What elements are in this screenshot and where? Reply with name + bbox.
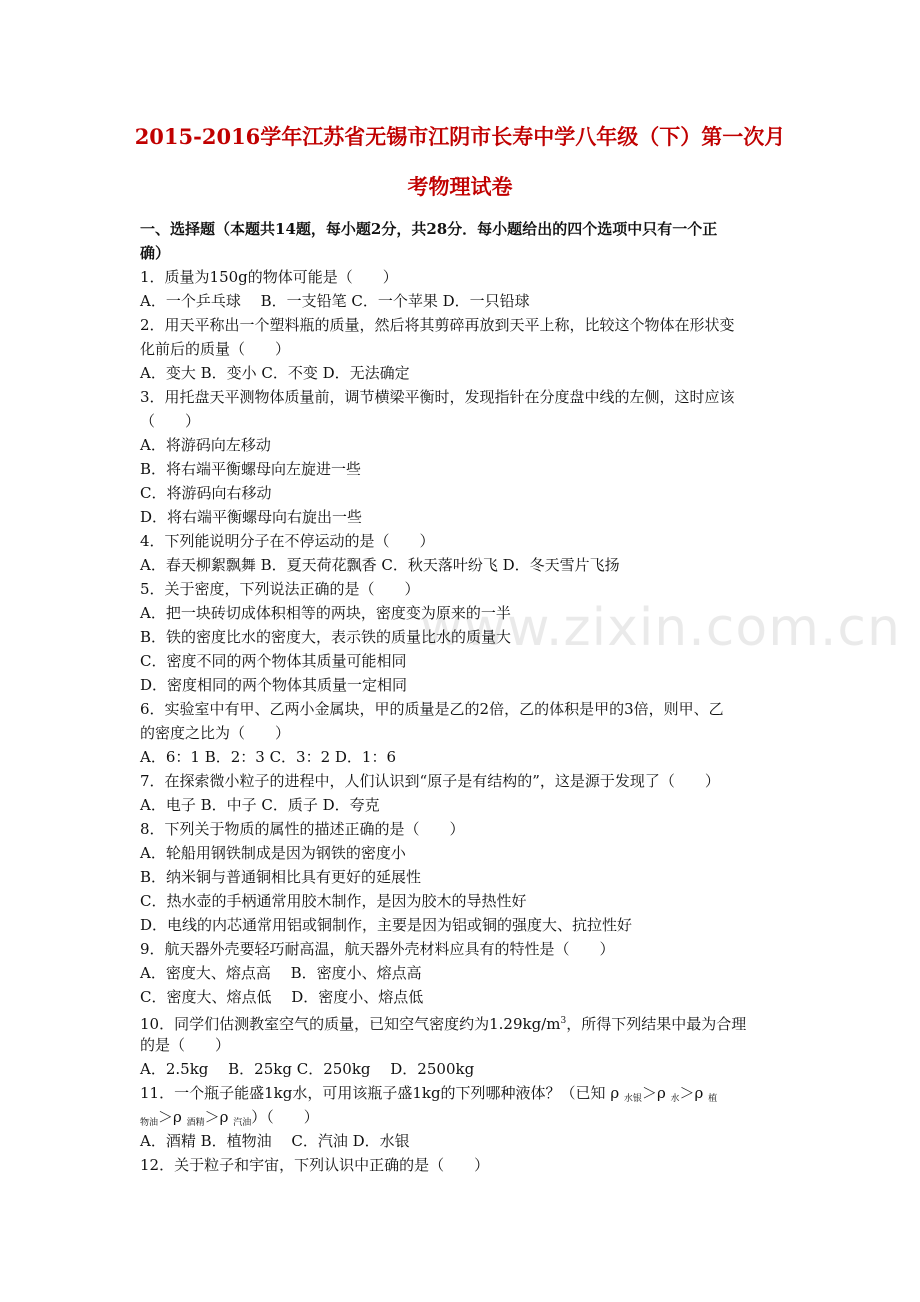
question-6-options: A．6：1 B．2：3 C．3：2 D．1：6 <box>140 748 397 766</box>
question-11-sub-6: 汽油 <box>233 1118 252 1128</box>
question-11-sub-4: 物油 <box>140 1118 159 1128</box>
exam-title-line-2: 考物理试卷 <box>407 174 513 199</box>
question-11-text-f: ）（ ） <box>251 1108 319 1126</box>
question-11-text-c: ＞ρ <box>679 1084 709 1102</box>
question-5-option-c: C．密度不同的两个物体其质量可能相同 <box>140 652 407 670</box>
question-7: 7．在探索微小粒子的进程中，人们认识到“原子是有结构的”，这是源于发现了（ ） <box>140 772 720 790</box>
question-10-text-a: 10．同学们估测教室空气的质量，已知空气密度约为1.29kg/m <box>140 1015 561 1033</box>
question-11-text-a: 11．一个瓶子能盛1kg水，可用该瓶子盛1kg的下列哪种液体？（已知 ρ <box>140 1084 624 1102</box>
question-3-option-b: B．将右端平衡螺母向左旋进一些 <box>140 460 362 478</box>
question-1: 1．质量为150g的物体可能是（ ） <box>140 268 398 286</box>
exam-title-line-1: 2015-2016学年江苏省无锡市江阴市长寿中学八年级（下）第一次月 <box>134 124 786 149</box>
question-9: 9．航天器外壳要轻巧耐高温，航天器外壳材料应具有的特性是（ ） <box>140 940 615 958</box>
question-11-sub-1: 水银 <box>623 1094 642 1104</box>
question-2: 2．用天平称出一个塑料瓶的质量，然后将其剪碎再放到天平上称，比较这个物体在形状变 <box>140 316 735 334</box>
question-5-option-d: D．密度相同的两个物体其质量一定相同 <box>140 676 408 694</box>
question-9-options-ab: A．密度大、熔点高 B．密度小、熔点高 <box>140 964 422 982</box>
question-5: 5．关于密度，下列说法正确的是（ ） <box>140 580 420 598</box>
question-3-option-d: D．将右端平衡螺母向右旋出一些 <box>140 508 363 526</box>
question-3: 3．用托盘天平测物体质量前，调节横梁平衡时，发现指针在分度盘中线的左侧，这时应该 <box>140 388 735 406</box>
question-10-options: A．2.5kg B．25kg C．250kg D．2500kg <box>140 1060 475 1078</box>
question-11-sub-5: 酒精 <box>186 1118 205 1128</box>
question-10-text-b: ，所得下列结果中最为合理 <box>566 1015 747 1033</box>
watermark: www.zixin.com.cn <box>420 598 901 658</box>
question-2-options: A．变大 B．变小 C．不变 D．无法确定 <box>140 364 410 382</box>
section-heading: 一、选择题（本题共14题，每小题2分，共28分．每小题给出的四个选项中只有一个正 <box>140 220 718 238</box>
question-8-option-b: B．纳米铜与普通铜相比具有更好的延展性 <box>140 868 422 886</box>
question-12: 12．关于粒子和宇宙，下列认识中正确的是（ ） <box>140 1156 490 1174</box>
question-8-option-c: C．热水壶的手柄通常用胶木制作，是因为胶木的导热性好 <box>140 892 527 910</box>
question-8: 8．下列关于物质的属性的描述正确的是（ ） <box>140 820 465 838</box>
question-3-option-c: C．将游码向右移动 <box>140 484 272 502</box>
question-3-cont: （ ） <box>140 412 201 430</box>
question-10-superscript: 3 <box>560 1016 567 1026</box>
question-6: 6．实验室中有甲、乙两小金属块，甲的质量是乙的2倍，乙的体积是甲的3倍，则甲、乙 <box>140 700 724 718</box>
question-4: 4．下列能说明分子在不停运动的是（ ） <box>140 532 435 550</box>
question-11-sub-2: 水 <box>670 1094 680 1104</box>
question-2-cont: 化前后的质量（ ） <box>140 340 291 358</box>
question-8-option-d: D．电线的内芯通常用铝或铜制作，主要是因为铝或铜的强度大、抗拉性好 <box>140 916 633 934</box>
question-9-options-cd: C．密度大、熔点低 D．密度小、熔点低 <box>140 988 424 1006</box>
question-4-options: A．春天柳絮飘舞 B．夏天荷花飘香 C．秋天落叶纷飞 D．冬天雪片飞扬 <box>140 556 620 574</box>
section-heading-cont: 确） <box>140 244 171 262</box>
question-8-option-a: A．轮船用钢铁制成是因为钢铁的密度小 <box>140 844 406 862</box>
question-11-text-b: ＞ρ <box>641 1084 671 1102</box>
question-11-options: A．酒精 B．植物油 C．汽油 D．水银 <box>140 1132 410 1150</box>
question-5-option-b: B．铁的密度比水的密度大，表示铁的质量比水的质量大 <box>140 628 512 646</box>
question-7-options: A．电子 B．中子 C．质子 D．夸克 <box>140 796 380 814</box>
question-10-cont: 的是（ ） <box>140 1036 231 1054</box>
question-3-option-a: A．将游码向左移动 <box>140 436 271 454</box>
question-11-text-e: ＞ρ <box>204 1108 234 1126</box>
question-1-options: A．一个乒乓球 B．一支铅笔 C．一个苹果 D．一只铅球 <box>140 292 530 310</box>
question-5-option-a: A．把一块砖切成体积相等的两块，密度变为原来的一半 <box>140 604 511 622</box>
question-6-cont: 的密度之比为（ ） <box>140 724 291 742</box>
question-11-sub-3: 植 <box>708 1094 718 1104</box>
question-11-text-d: ＞ρ <box>158 1108 187 1126</box>
question-10 <box>140 1010 746 1035</box>
